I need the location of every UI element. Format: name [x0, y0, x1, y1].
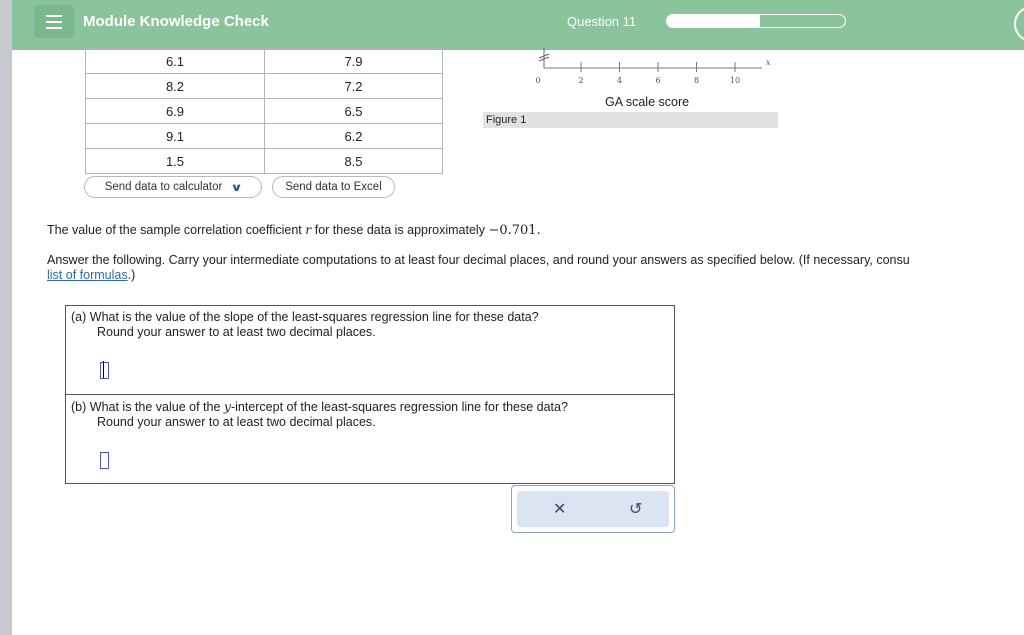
- table-cell-y: 6.5: [265, 99, 443, 124]
- table-cell-y: 7.9: [265, 49, 443, 74]
- table-cell-x: 6.9: [86, 99, 265, 124]
- corr-prefix: The value of the sample correlation coefficient: [47, 223, 302, 237]
- formulas-line: [47, 268, 135, 282]
- menu-icon[interactable]: [34, 5, 74, 38]
- clear-icon[interactable]: ✕: [553, 501, 567, 518]
- table-row: [86, 49, 443, 74]
- corr-mid: for these data is approximately: [314, 223, 485, 237]
- table-cell-y: 6.2: [265, 124, 443, 149]
- answer-tools-inner: [517, 491, 669, 527]
- figure-caption-bar: [483, 112, 778, 128]
- send-to-excel-button[interactable]: [272, 176, 395, 198]
- send-to-excel-label: Send data to Excel: [285, 181, 382, 193]
- question-b-var: y: [223, 399, 231, 414]
- table-row: [86, 149, 443, 174]
- question-b: [71, 399, 568, 430]
- x-tick-label: 4: [616, 76, 623, 85]
- table-cell-y: 8.5: [265, 149, 443, 174]
- answer-a-input[interactable]: [100, 362, 109, 379]
- question-label: Question 11: [567, 14, 637, 29]
- table-row: [86, 99, 443, 124]
- questions-box: [65, 305, 675, 484]
- question-b-post: -intercept of the least-squares regression line for these data?: [230, 400, 568, 414]
- question-b-sub: Round your answer to at least two decimal places.: [97, 415, 376, 429]
- formulas-tail: .): [127, 268, 136, 282]
- table-cell-y: 7.2: [265, 74, 443, 99]
- send-to-calculator-label: Send data to calculator: [104, 181, 223, 193]
- x-tick-label: 8: [693, 76, 700, 85]
- figure-x-axis: [530, 48, 780, 93]
- chevron-down-icon: ∨: [230, 181, 244, 194]
- page-title: Module Knowledge Check: [83, 13, 269, 30]
- question-b-pre: What is the value of the: [89, 400, 224, 414]
- question-a-text: What is the value of the slope of the least-squares regression line for these data?: [89, 310, 539, 324]
- x-tick-label: 2: [578, 76, 584, 85]
- corr-var: r: [305, 222, 312, 237]
- undo-icon[interactable]: ↺: [629, 501, 643, 518]
- question-a-tag: (a): [71, 310, 87, 324]
- answer-tools: [511, 485, 675, 533]
- data-table: [85, 48, 443, 174]
- question-b-tag: (b): [71, 400, 87, 414]
- x-tick-label: 0: [535, 76, 541, 85]
- formulas-link[interactable]: list of formulas: [47, 268, 128, 282]
- table-row: [86, 74, 443, 99]
- instructions: Answer the following. Carry your intermediate computations to at least four decimal places, and round your answers as specified below. (If necessary, consu: [47, 253, 910, 267]
- x-variable-label: x: [766, 58, 771, 67]
- corr-value: −0.701: [488, 223, 537, 238]
- x-axis-title: GA scale score: [605, 95, 690, 109]
- question-a-sub: Round your answer to at least two decimal places.: [97, 325, 376, 339]
- figure-caption: Figure 1: [486, 114, 527, 126]
- table-row: [86, 124, 443, 149]
- progress-bar: [666, 14, 846, 28]
- left-rail: [0, 0, 12, 635]
- answer-b-input[interactable]: [100, 452, 109, 469]
- correlation-statement: The value of the sample correlation coefficient r for these data is approximately −0.701.: [47, 222, 541, 238]
- table-cell-x: 9.1: [86, 124, 265, 149]
- send-to-calculator-button[interactable]: [84, 176, 262, 198]
- table-cell-x: 8.2: [86, 74, 265, 99]
- question-a: [71, 310, 539, 340]
- table-cell-x: 6.1: [86, 49, 265, 74]
- table-cell-x: 1.5: [86, 149, 265, 174]
- x-tick-label: 10: [729, 76, 741, 85]
- question-divider: [66, 394, 674, 395]
- progress-fill: [667, 15, 760, 27]
- x-tick-label: 6: [655, 76, 661, 85]
